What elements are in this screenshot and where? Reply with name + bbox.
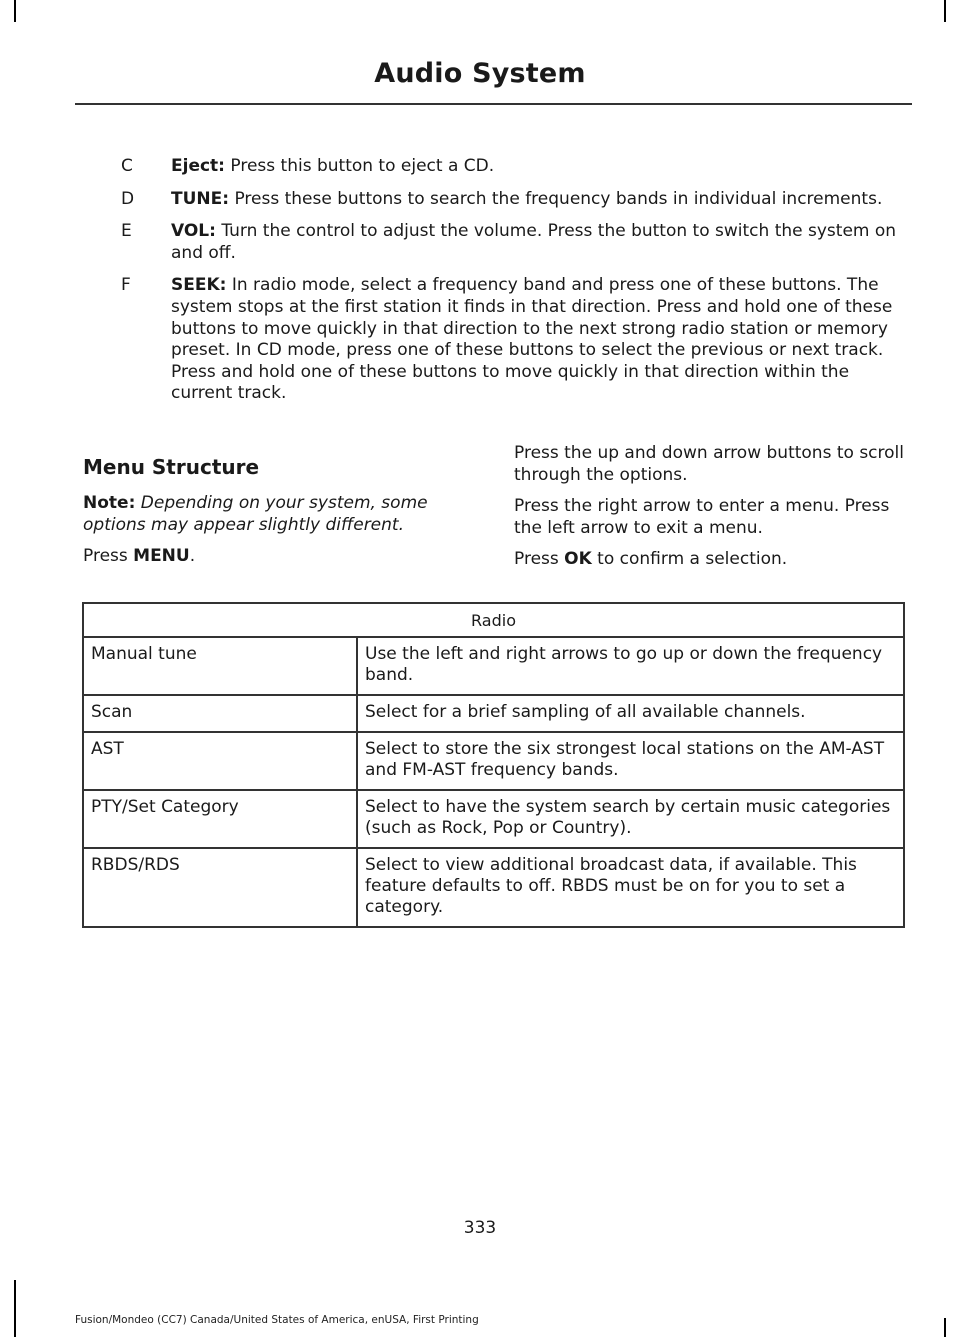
option-description: Select to store the six strongest local stations on the AM-AST and FM-AST frequency bands. [357, 732, 904, 790]
option-name: RBDS/RDS [83, 848, 357, 927]
option-description: Select to have the system search by certain music categories (such as Rock, Pop or Country). [357, 790, 904, 848]
table-row [83, 732, 904, 790]
control-term: VOL: [171, 221, 216, 242]
arrow-paragraph: Press the right arrow to enter a menu. Press the left arrow to exit a menu. [514, 496, 890, 538]
control-item-e [75, 221, 907, 264]
press-prefix: Press [83, 546, 134, 567]
control-letter: F [121, 275, 131, 296]
option-name: Manual tune [83, 637, 357, 695]
ok-prefix: Press [514, 549, 565, 570]
note-text: Depending on your system, some options may appear slightly different. [83, 493, 428, 535]
page-title: Audio System [374, 58, 586, 89]
ok-key: OK [564, 549, 592, 570]
crop-mark-top-left-v [14, 0, 16, 22]
menu-left-column [83, 455, 468, 578]
table-row [83, 695, 904, 732]
menu-right-column [514, 443, 909, 581]
control-term: SEEK: [171, 275, 227, 296]
control-description: In radio mode, select a frequency band and press one of these buttons. The system stops at the first station it finds in that direction. Press and hold one of these buttons to move quickly in that direction to the next strong radio station or memory preset. In CD mode, press one of these buttons to select the previous or next track. Press and hold one of these buttons to move quickly in that direction within the current track. [171, 275, 893, 404]
control-term: TUNE: [171, 188, 230, 209]
control-description: Press this button to eject a CD. [224, 156, 495, 176]
page-number: 333 [463, 1218, 497, 1238]
note-paragraph [83, 493, 468, 536]
table-header: Radio [83, 603, 904, 637]
control-item-f [75, 275, 907, 405]
table-row [83, 637, 904, 695]
control-letter: C [121, 156, 133, 176]
press-menu-paragraph [83, 546, 468, 568]
note-label: Note: [83, 493, 136, 513]
option-name: Scan [83, 695, 357, 732]
table-header-row [83, 603, 904, 637]
header-divider [75, 103, 912, 105]
scroll-paragraph: Press the up and down arrow buttons to scroll through the options. [514, 443, 904, 485]
control-item-c [75, 156, 907, 178]
control-item-d [75, 189, 907, 211]
crop-mark-bottom-right-v [944, 1318, 946, 1337]
footer-text: Fusion/Mondeo (CC7) Canada/United States of America, enUSA, First Printing [75, 1314, 479, 1326]
control-term: Eject: [171, 156, 225, 176]
table-row [83, 848, 904, 927]
option-name: PTY/Set Category [83, 790, 357, 848]
crop-mark-bottom-left-v [14, 1280, 16, 1337]
option-description: Select for a brief sampling of all available channels. [357, 695, 904, 732]
control-description: Turn the control to adjust the volume. Press the button to switch the system on and off. [171, 221, 897, 263]
table-row [83, 790, 904, 848]
ok-suffix: to confirm a selection. [591, 549, 788, 570]
press-suffix: . [189, 546, 196, 567]
option-description: Use the left and right arrows to go up or down the frequency band. [357, 637, 904, 695]
radio-table [82, 602, 905, 928]
section-heading: Menu Structure [83, 455, 260, 479]
control-letter: E [121, 221, 132, 242]
control-letter: D [121, 188, 135, 209]
controls-list [75, 156, 907, 416]
control-description: Press these buttons to search the frequency bands in individual increments. [229, 188, 883, 209]
option-name: AST [83, 732, 357, 790]
menu-key: MENU [133, 546, 190, 567]
option-description: Select to view additional broadcast data, if available. This feature defaults to off. RBDS must be on for you to set a category. [357, 848, 904, 927]
ok-paragraph [514, 549, 909, 571]
crop-mark-top-right-v [944, 0, 946, 22]
